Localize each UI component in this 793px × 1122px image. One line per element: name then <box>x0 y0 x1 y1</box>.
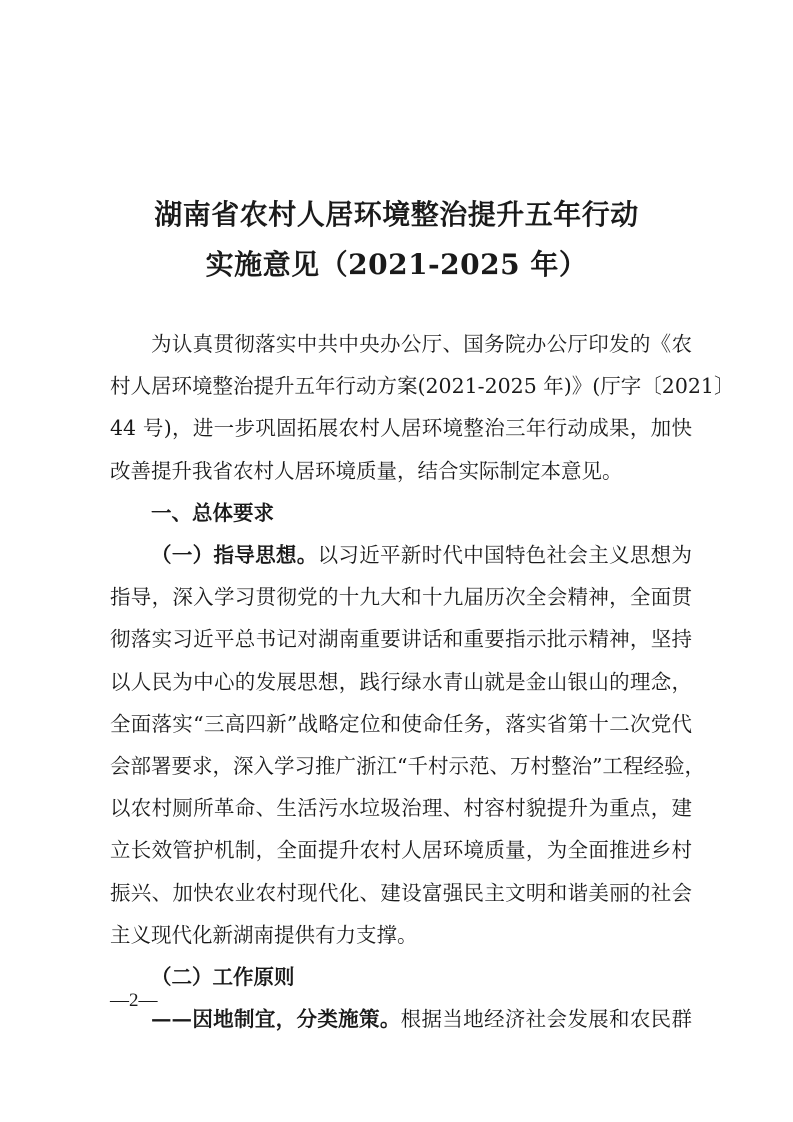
line-text: 以农村厕所革命、生活污水垃圾治理、村容村貌提升为重点，建 <box>110 796 692 820</box>
line-text: 村人居环境整治提升五年行动方案(2021-2025 年)》(厅字〔2021〕 <box>110 374 735 398</box>
bold-lead-phrase: （一）指导思想。 <box>151 543 318 567</box>
body-text-line <box>110 407 692 449</box>
line-text: 为认真贯彻落实中共中央办公厅、国务院办公厅印发的《农 <box>151 332 692 356</box>
body-text-line <box>110 534 692 576</box>
line-text: 指导，深入学习贯彻党的十九大和十九届历次全会精神，全面贯 <box>110 585 692 609</box>
body-text-line <box>110 576 692 618</box>
line-text: 一、总体要求 <box>151 501 274 525</box>
line-text: 44 号)，进一步巩固拓展农村人居环境整治三年行动成果，加快 <box>110 416 692 440</box>
line-text: 会部署要求，深入学习推广浙江“千村示范、万村整治”工程经验， <box>110 754 705 778</box>
line-text: 根据当地经济社会发展和农民群 <box>400 1007 693 1031</box>
section-heading <box>110 492 692 534</box>
document-title-line-1: 湖南省农村人居环境整治提升五年行动 <box>154 198 639 231</box>
line-text: 改善提升我省农村人居环境质量，结合实际制定本意见。 <box>110 459 623 483</box>
body-text-line <box>110 787 692 829</box>
bold-lead-phrase: ——因地制宜，分类施策。 <box>151 1007 401 1031</box>
body-text-line <box>110 703 692 745</box>
page-number: —2— <box>110 990 158 1011</box>
body-text-line <box>110 618 692 660</box>
line-text: 立长效管护机制，全面提升农村人居环境质量，为全面推进乡村 <box>110 838 692 862</box>
body-text-line <box>110 323 692 365</box>
body-text-line <box>110 365 735 407</box>
line-text: 彻落实习近平总书记对湖南重要讲话和重要指示批示精神，坚持 <box>110 627 692 651</box>
body-text-line <box>110 745 705 787</box>
line-text: （二）工作原则 <box>151 965 295 989</box>
section-heading <box>110 956 692 998</box>
line-text: 振兴、加快农业农村现代化、建设富强民主文明和谐美丽的社会 <box>110 881 692 905</box>
body-text-line <box>110 661 692 703</box>
body-text-line <box>110 914 692 956</box>
line-text: 以人民为中心的发展思想，践行绿水青山就是金山银山的理念， <box>110 670 692 694</box>
body-text-line <box>110 450 692 492</box>
body-text-line <box>110 872 692 914</box>
line-text: 主义现代化新湖南提供有力支撑。 <box>110 923 418 947</box>
body-text-line <box>110 998 692 1040</box>
line-text: 全面落实“三高四新”战略定位和使命任务，落实省第十二次党代 <box>110 712 692 736</box>
line-text: 以习近平新时代中国特色社会主义思想为 <box>317 543 693 567</box>
document-title-line-2: 实施意见（2021-2025 年） <box>205 248 588 281</box>
body-text-line <box>110 829 692 871</box>
